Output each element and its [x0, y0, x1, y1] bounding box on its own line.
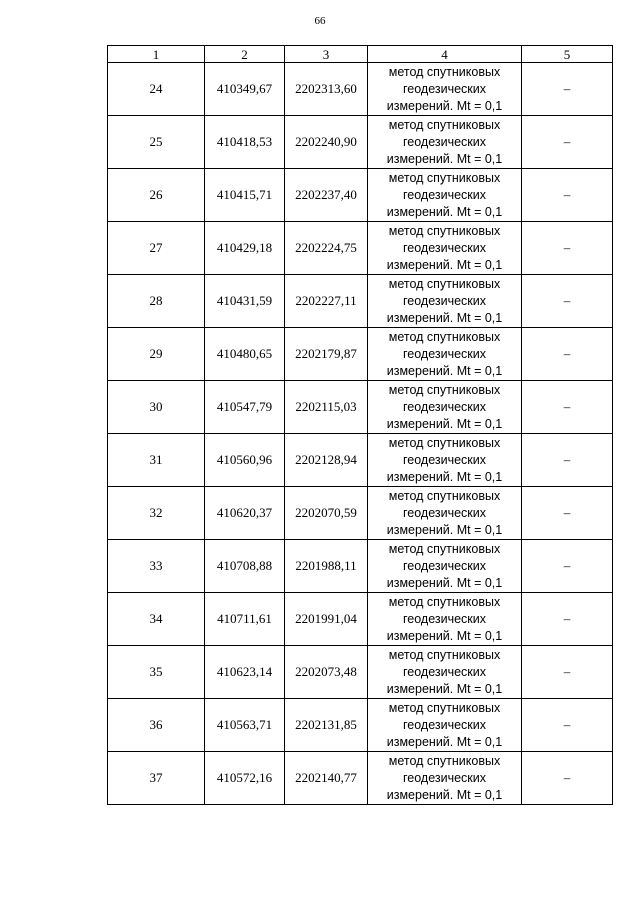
table-row — [108, 434, 613, 487]
cell-coord-x: 410431,59 — [205, 275, 285, 328]
cell-note: – — [522, 646, 613, 699]
cell-point-number: 34 — [108, 593, 205, 646]
cell-coord-y: 2202115,03 — [285, 381, 368, 434]
cell-note: – — [522, 169, 613, 222]
cell-point-number: 35 — [108, 646, 205, 699]
cell-coord-x: 410480,65 — [205, 328, 285, 381]
cell-coord-y: 2202224,75 — [285, 222, 368, 275]
cell-coord-x: 410349,67 — [205, 63, 285, 116]
header-cell: 5 — [522, 46, 613, 63]
cell-point-number: 25 — [108, 116, 205, 169]
cell-method-description: метод спутниковых геодезических измерений. Mt = 0,1 — [368, 381, 522, 434]
cell-coord-y: 2202070,59 — [285, 487, 368, 540]
table-row — [108, 593, 613, 646]
cell-point-number: 30 — [108, 381, 205, 434]
cell-note: – — [522, 116, 613, 169]
header-cell: 2 — [205, 46, 285, 63]
cell-method-description: метод спутниковых геодезических измерений. Mt = 0,1 — [368, 434, 522, 487]
table-row — [108, 116, 613, 169]
cell-method-description: метод спутниковых геодезических измерений. Mt = 0,1 — [368, 593, 522, 646]
cell-point-number: 27 — [108, 222, 205, 275]
cell-note: – — [522, 434, 613, 487]
cell-point-number: 31 — [108, 434, 205, 487]
cell-coord-x: 410415,71 — [205, 169, 285, 222]
cell-note: – — [522, 275, 613, 328]
table-row — [108, 752, 613, 805]
cell-method-description: метод спутниковых геодезических измерений. Mt = 0,1 — [368, 63, 522, 116]
cell-coord-y: 2202237,40 — [285, 169, 368, 222]
table-row — [108, 487, 613, 540]
cell-note: – — [522, 381, 613, 434]
table-row — [108, 63, 613, 116]
cell-coord-x: 410623,14 — [205, 646, 285, 699]
cell-coord-x: 410418,53 — [205, 116, 285, 169]
table-row — [108, 540, 613, 593]
cell-coord-x: 410560,96 — [205, 434, 285, 487]
cell-coord-y: 2201988,11 — [285, 540, 368, 593]
cell-method-description: метод спутниковых геодезических измерений. Mt = 0,1 — [368, 752, 522, 805]
header-cell: 4 — [368, 46, 522, 63]
cell-note: – — [522, 752, 613, 805]
page-number: 66 — [314, 15, 326, 27]
cell-coord-x: 410563,71 — [205, 699, 285, 752]
cell-point-number: 24 — [108, 63, 205, 116]
cell-method-description: метод спутниковых геодезических измерений. Mt = 0,1 — [368, 646, 522, 699]
cell-coord-y: 2202227,11 — [285, 275, 368, 328]
table-row — [108, 328, 613, 381]
coordinates-table — [107, 45, 613, 805]
table-row — [108, 699, 613, 752]
header-cell: 1 — [108, 46, 205, 63]
cell-method-description: метод спутниковых геодезических измерений. Mt = 0,1 — [368, 169, 522, 222]
cell-point-number: 32 — [108, 487, 205, 540]
cell-coord-y: 2202140,77 — [285, 752, 368, 805]
cell-method-description: метод спутниковых геодезических измерений. Mt = 0,1 — [368, 487, 522, 540]
cell-coord-y: 2202179,87 — [285, 328, 368, 381]
cell-coord-x: 410708,88 — [205, 540, 285, 593]
cell-note: – — [522, 699, 613, 752]
cell-point-number: 28 — [108, 275, 205, 328]
cell-method-description: метод спутниковых геодезических измерений. Mt = 0,1 — [368, 222, 522, 275]
cell-note: – — [522, 63, 613, 116]
cell-coord-y: 2202073,48 — [285, 646, 368, 699]
cell-coord-y: 2202313,60 — [285, 63, 368, 116]
cell-coord-x: 410620,37 — [205, 487, 285, 540]
cell-point-number: 36 — [108, 699, 205, 752]
table-row — [108, 381, 613, 434]
cell-method-description: метод спутниковых геодезических измерений. Mt = 0,1 — [368, 328, 522, 381]
cell-coord-y: 2202131,85 — [285, 699, 368, 752]
cell-method-description: метод спутниковых геодезических измерений. Mt = 0,1 — [368, 116, 522, 169]
cell-note: – — [522, 222, 613, 275]
cell-point-number: 33 — [108, 540, 205, 593]
header-cell: 3 — [285, 46, 368, 63]
table-row — [108, 646, 613, 699]
cell-coord-y: 2201991,04 — [285, 593, 368, 646]
table-row — [108, 222, 613, 275]
cell-note: – — [522, 540, 613, 593]
cell-coord-x: 410429,18 — [205, 222, 285, 275]
cell-coord-y: 2202128,94 — [285, 434, 368, 487]
cell-note: – — [522, 328, 613, 381]
cell-method-description: метод спутниковых геодезических измерений. Mt = 0,1 — [368, 275, 522, 328]
cell-coord-x: 410572,16 — [205, 752, 285, 805]
cell-method-description: метод спутниковых геодезических измерений. Mt = 0,1 — [368, 699, 522, 752]
cell-note: – — [522, 593, 613, 646]
cell-point-number: 37 — [108, 752, 205, 805]
cell-point-number: 29 — [108, 328, 205, 381]
table-row — [108, 169, 613, 222]
cell-coord-y: 2202240,90 — [285, 116, 368, 169]
table-header-row — [108, 46, 613, 63]
cell-note: – — [522, 487, 613, 540]
cell-coord-x: 410547,79 — [205, 381, 285, 434]
table-row — [108, 275, 613, 328]
cell-coord-x: 410711,61 — [205, 593, 285, 646]
cell-method-description: метод спутниковых геодезических измерений. Mt = 0,1 — [368, 540, 522, 593]
cell-point-number: 26 — [108, 169, 205, 222]
